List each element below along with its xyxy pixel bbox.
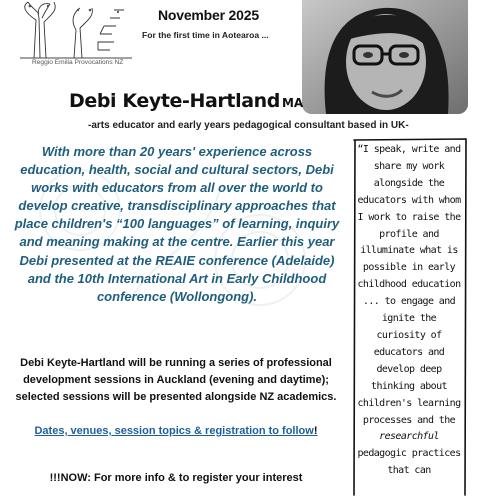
event-date: November 2025 (158, 7, 259, 23)
presenter-photo (302, 0, 468, 114)
registration-link-line (12, 425, 340, 437)
presenter-name-text: Debi Keyte-Hartland (69, 90, 280, 112)
sessions-paragraph: Debi Keyte-Hartland will be running a series of professional development sessions in Auckland (evening and daytime); selected sessions will be presented alongside NZ academics. (15, 357, 337, 404)
tree-logo-icon (14, 0, 138, 60)
registration-link[interactable]: Dates, venues, session topics & registration to follow (34, 425, 314, 437)
quote-emphasis: researchful (379, 431, 439, 443)
presenter-name (69, 90, 303, 112)
logo-caption: Reggio Emilia Provocations NZ (32, 59, 124, 66)
intro-paragraph: With more than 20 years' experience across education, health, social and cultural sectors, Debi works with educators from all over the world to develop creative, transdisciplinary approaches that place children's “100 languages” of learning, inquiry and meaning making at the centre. Earlier this year Debi presented at the REAIE conference (Adelaide) and the 10th International Art in Early Childhood conference (Wollongong). (14, 144, 340, 304)
presenter-role: -arts educator and early years pedagogical consultant based in UK- (88, 120, 409, 131)
quote-text (357, 142, 461, 480)
register-interest-cta: !!!NOW: For more info & to register your interest (49, 472, 303, 484)
link-suffix: ! (313, 425, 318, 437)
tagline: For the first time in Aotearoa ... (142, 30, 269, 40)
quote-after: pedagogic practices that can (357, 448, 461, 477)
quote-before: “I speak, write and share my work alongside the educators with whom I work to raise the profile and illuminate what is possible in early childhood education ... to engage and ignite the curiosity of educators and develop deep thinking about children's learning processes and the (357, 144, 461, 426)
presenter-credential: MA (281, 96, 304, 110)
